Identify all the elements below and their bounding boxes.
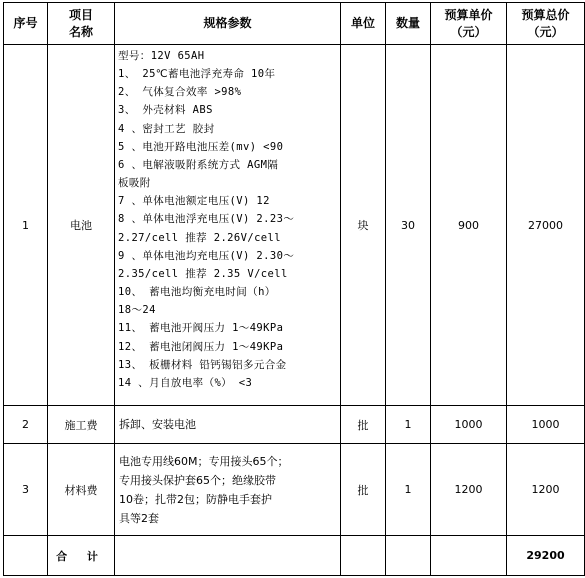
spec-line: 9 、单体电池均充电压(V) 2.30～ — [118, 249, 295, 262]
spec-line: 10卷；扎带2包；防静电手套护 — [119, 492, 272, 506]
spec-line: 2.35/cell 推荐 2.35 V/cell — [118, 267, 288, 280]
spec-line: 型号：12V 65AH — [118, 50, 205, 62]
spec-line: 专用接头保护套65个；绝缘胶带 — [119, 473, 276, 487]
row-qty: 1 — [386, 406, 431, 444]
total-spec-empty — [115, 536, 341, 576]
row-seq: 3 — [4, 444, 48, 536]
spec-line: 7 、单体电池额定电压(V) 12 — [118, 195, 270, 208]
spec-line: 10、 蓄电池均衡充电时间（h） — [118, 286, 276, 299]
spec-line: 具等2套 — [119, 511, 159, 525]
header-row — [4, 3, 585, 45]
header-item-name-line2: 名称 — [68, 24, 93, 39]
header-seq: 序号 — [4, 3, 48, 45]
total-row — [4, 536, 585, 576]
row-item-name: 施工费 — [48, 406, 115, 444]
header-unit-price-line1: 预算单价 — [444, 7, 493, 22]
spec-line: 1、 25℃蓄电池浮充寿命 10年 — [118, 68, 276, 81]
row-total-price: 1000 — [507, 406, 585, 444]
spec-line: 5 、电池开路电池压差(mv) <90 — [118, 140, 284, 153]
row-unit: 批 — [341, 444, 386, 536]
spec-line: 2、 气体复合效率 >98% — [118, 86, 242, 99]
spec-line: 4 、密封工艺 胶封 — [118, 122, 215, 135]
row-total-price: 1200 — [507, 444, 585, 536]
total-label: 合 计 — [48, 536, 115, 576]
row-spec — [115, 45, 341, 406]
spec-line: 12、 蓄电池闭阀压力 1～49KPa — [118, 340, 284, 353]
spec-line: 6 、电解液吸附系统方式 AGM隔 — [118, 158, 279, 171]
row-spec: 拆卸、安装电池 — [115, 406, 341, 444]
row-qty: 1 — [386, 444, 431, 536]
row-unit-price: 1200 — [431, 444, 507, 536]
header-total-price — [507, 3, 585, 45]
table-row — [4, 444, 585, 536]
spec-line: 13、 板栅材料 铅钙锡铝多元合金 — [118, 358, 287, 371]
total-qty-empty — [386, 536, 431, 576]
header-spec: 规格参数 — [115, 3, 341, 45]
spec-line: 3、 外壳材料 ABS — [118, 104, 213, 117]
spec-line: 11、 蓄电池开阀压力 1～49KPa — [118, 322, 284, 335]
total-value: 29200 — [507, 536, 585, 576]
spec-line: 18～24 — [118, 304, 156, 317]
header-unit: 单位 — [341, 3, 386, 45]
row-item-name: 电池 — [48, 45, 115, 406]
row-seq: 1 — [4, 45, 48, 406]
header-item-name-line1: 项目 — [68, 7, 93, 22]
row-item-name: 材料费 — [48, 444, 115, 536]
header-unit-price-line2: （元） — [450, 24, 487, 39]
row-unit: 块 — [341, 45, 386, 406]
header-total-price-line2: （元） — [527, 24, 564, 39]
row-total-price: 27000 — [507, 45, 585, 406]
row-unit-price: 900 — [431, 45, 507, 406]
total-seq-empty — [4, 536, 48, 576]
total-unit-empty — [341, 536, 386, 576]
table-row — [4, 45, 585, 406]
header-total-price-line1: 预算总价 — [521, 7, 570, 22]
row-qty: 30 — [386, 45, 431, 406]
spec-line: 8 、单体电池浮充电压(V) 2.23～ — [118, 213, 295, 226]
table-row — [4, 406, 585, 444]
row-unit: 批 — [341, 406, 386, 444]
budget-table — [3, 2, 585, 576]
spec-line: 板吸附 — [118, 177, 151, 190]
header-unit-price — [431, 3, 507, 45]
header-item-name — [48, 3, 115, 45]
spec-line: 电池专用线60M；专用接头65个； — [119, 454, 289, 468]
row-unit-price: 1000 — [431, 406, 507, 444]
header-qty: 数量 — [386, 3, 431, 45]
row-spec — [115, 444, 341, 536]
spec-line: 2.27/cell 推荐 2.26V/cell — [118, 231, 281, 244]
total-unit-price-empty — [431, 536, 507, 576]
spec-line: 14 、月自放电率（%） <3 — [118, 376, 253, 389]
row-seq: 2 — [4, 406, 48, 444]
